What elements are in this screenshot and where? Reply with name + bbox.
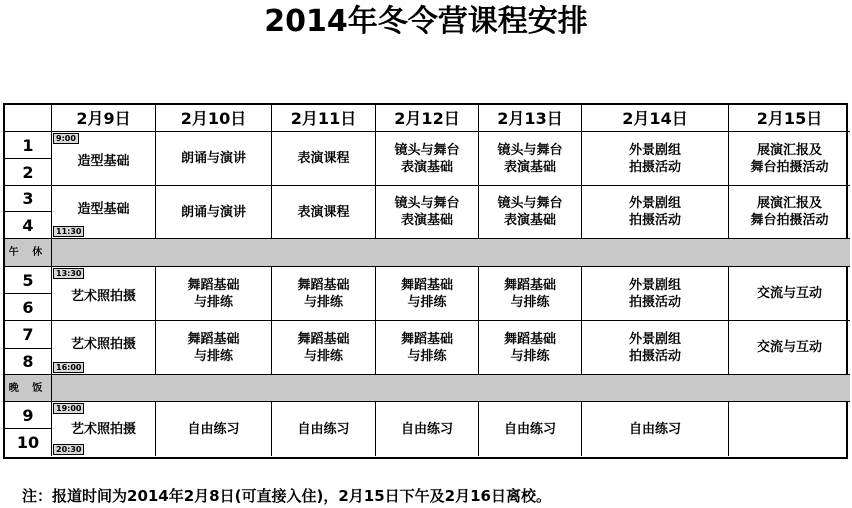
lunch-break-label: 午 休 (5, 239, 52, 267)
lunch-break-band (52, 239, 850, 267)
page-title: 2014年冬令营课程安排 (264, 4, 588, 39)
course-cell: 舞蹈基础 与排练 (156, 321, 272, 375)
period-number: 8 (5, 349, 52, 375)
course-cell: 舞蹈基础 与排练 (376, 321, 479, 375)
time-tag: 9:00 (53, 133, 79, 144)
course-cell (52, 321, 156, 375)
footer-note: 注：报道时间为2014年2月8日(可直接入住)，2月15日下午及2月16日离校。 (22, 487, 551, 505)
schedule-table (3, 103, 848, 459)
course-cell: 展演汇报及 舞台拍摄活动 (729, 186, 850, 239)
course-cell: 镜头与舞台 表演基础 (376, 186, 479, 239)
course-cell: 舞蹈基础 与排练 (376, 267, 479, 321)
period-number: 9 (5, 402, 52, 429)
course-cell: 展演汇报及 舞台拍摄活动 (729, 132, 850, 186)
time-tag: 19:00 (53, 403, 84, 414)
dinner-break-label: 晚 饭 (5, 375, 52, 402)
course-cell: 舞蹈基础 与排练 (479, 267, 582, 321)
course-cell: 交流与互动 (729, 267, 850, 321)
period-number: 2 (5, 159, 52, 186)
dinner-break-band (52, 375, 850, 402)
period-number: 3 (5, 186, 52, 212)
date-header: 2月14日 (582, 105, 729, 132)
course-cell (52, 402, 156, 456)
time-tag: 16:00 (53, 362, 84, 373)
course-cell: 舞蹈基础 与排练 (156, 267, 272, 321)
course-cell: 表演课程 (272, 186, 376, 239)
course-cell: 镜头与舞台 表演基础 (479, 132, 582, 186)
course-cell (52, 132, 156, 186)
course-cell: 自由练习 (156, 402, 272, 456)
course-cell: 朗诵与演讲 (156, 186, 272, 239)
course-cell (52, 186, 156, 239)
date-header: 2月15日 (729, 105, 850, 132)
period-number: 4 (5, 212, 52, 239)
time-tag: 11:30 (53, 226, 84, 237)
course-cell: 舞蹈基础 与排练 (272, 321, 376, 375)
course-cell: 交流与互动 (729, 321, 850, 375)
period-number: 5 (5, 267, 52, 294)
corner-cell (5, 105, 52, 132)
date-header: 2月10日 (156, 105, 272, 132)
period-number: 6 (5, 294, 52, 321)
date-header: 2月13日 (479, 105, 582, 132)
date-header: 2月12日 (376, 105, 479, 132)
course-label: 造型基础 (77, 201, 130, 217)
course-cell (52, 267, 156, 321)
course-cell: 自由练习 (376, 402, 479, 456)
course-label: 艺术照拍摄 (70, 289, 136, 304)
course-cell (729, 402, 850, 456)
date-header: 2月9日 (52, 105, 156, 132)
course-cell: 镜头与舞台 表演基础 (479, 186, 582, 239)
course-cell: 外景剧组 拍摄活动 (582, 321, 729, 375)
period-number: 1 (5, 132, 52, 159)
course-cell: 自由练习 (479, 402, 582, 456)
period-number: 7 (5, 321, 52, 349)
course-label: 艺术照拍摄 (70, 421, 136, 437)
course-cell: 自由练习 (582, 402, 729, 456)
course-cell: 外景剧组 拍摄活动 (582, 132, 729, 186)
course-cell: 外景剧组 拍摄活动 (582, 267, 729, 321)
course-cell: 表演课程 (272, 132, 376, 186)
period-number: 10 (5, 429, 52, 456)
course-cell: 舞蹈基础 与排练 (479, 321, 582, 375)
course-cell: 外景剧组 拍摄活动 (582, 186, 729, 239)
course-label: 造型基础 (77, 154, 130, 169)
course-cell: 朗诵与演讲 (156, 132, 272, 186)
course-cell: 镜头与舞台 表演基础 (376, 132, 479, 186)
course-label: 艺术照拍摄 (70, 337, 136, 352)
date-header: 2月11日 (272, 105, 376, 132)
course-cell: 自由练习 (272, 402, 376, 456)
course-cell: 舞蹈基础 与排练 (272, 267, 376, 321)
time-tag: 20:30 (53, 444, 84, 455)
time-tag: 13:30 (53, 268, 84, 279)
